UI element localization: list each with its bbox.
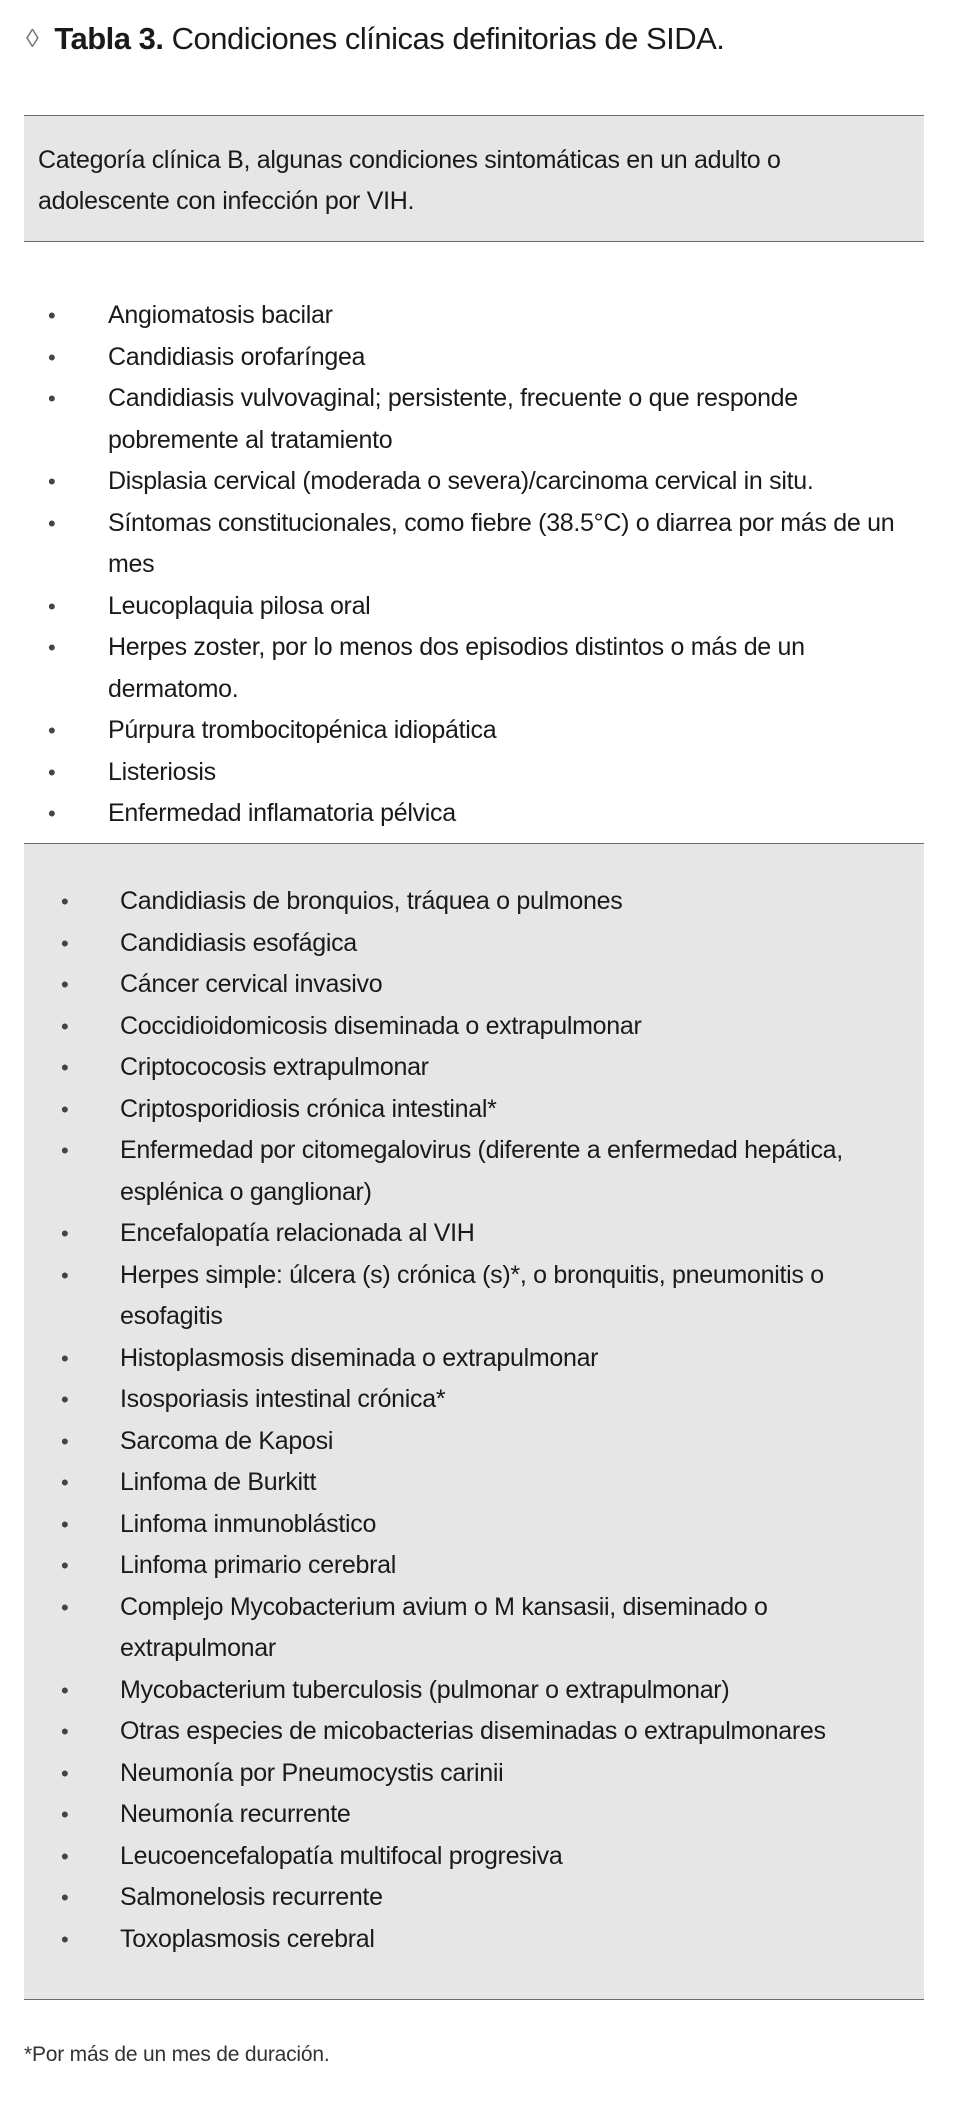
list-item-text: Linfoma inmunoblástico [120,1509,377,1538]
list-item-text: Candidiasis orofaríngea [108,342,366,371]
list-item [24,1047,924,1089]
bullet-icon: • [61,1594,69,1620]
bullet-icon: • [61,1096,69,1122]
list-item [24,1545,924,1587]
bullet-icon: • [61,1428,69,1454]
list-item [24,586,924,628]
list-item-text: Linfoma de Burkitt [120,1468,317,1496]
category-c-section [24,843,924,2000]
list-item [24,1711,924,1753]
list-item [24,1877,924,1919]
bullet-icon: • [61,930,69,956]
category-b-header [24,115,924,242]
list-item [24,1670,924,1712]
list-item-text: Cáncer cervical invasivo [120,970,383,998]
bullet-icon: • [61,1345,69,1371]
list-item-text: Enfermedad inflamatoria pélvica [108,799,456,827]
bullet-icon: • [61,1138,69,1163]
list-item-text: Angiomatosis bacilar [108,301,333,329]
bullet-icon: • [61,1387,69,1412]
list-item-text: Enfermedad por citomegalovirus (diferente a enfermedad hepática, esplénica o ganglionar) [120,1136,843,1206]
list-item-text: Púrpura trombocitopénica idiopática [108,716,497,744]
list-item [24,378,924,461]
bullet-icon: • [61,1470,69,1495]
list-item-text: Leucoencefalopatía multifocal progresiva [120,1841,563,1870]
bullet-icon: • [48,635,56,660]
bullet-icon: • [61,972,69,997]
bullet-icon: • [61,889,69,914]
bullet-icon: • [48,386,56,411]
bullet-icon: • [61,1843,69,1869]
list-item [24,1213,924,1255]
list-item [24,1379,924,1421]
list-item-text: Criptosporidiosis crónica intestinal* [120,1094,497,1123]
list-item [24,923,924,965]
list-item-text: Candidiasis vulvovaginal; persistente, frecuente o que responde pobremente al tratamiento [108,384,798,454]
bullet-icon: • [48,801,56,826]
bullet-icon: • [61,1760,69,1786]
list-item [24,337,924,379]
list-item [24,1753,924,1795]
bullet-icon: • [61,1677,69,1703]
list-item [24,710,924,752]
list-item-text: Otras especies de micobacterias diseminadas o extrapulmonares [120,1717,826,1745]
bullet-icon: • [48,718,56,743]
diamond-icon: ◊ [26,23,39,53]
list-item [24,1338,924,1380]
list-item-text: Neumonía por Pneumocystis carinii [120,1758,504,1787]
list-item-text: Listeriosis [108,757,216,786]
table-label: Tabla 3. [54,21,164,56]
list-item [24,752,924,794]
bullet-icon: • [48,510,56,536]
list-item [24,1255,924,1338]
list-item-text: Isosporiasis intestinal crónica* [120,1385,446,1413]
list-item-text: Encefalopatía relacionada al VIH [120,1219,475,1247]
list-item [24,295,924,337]
bullet-icon: • [48,303,56,328]
list-item-text: Complejo Mycobacterium avium o M kansasii, diseminado o extrapulmonar [120,1592,768,1662]
list-item-text: Candidiasis de bronquios, tráquea o pulmones [120,887,623,915]
bullet-icon: • [48,759,56,785]
list-item [24,1006,924,1048]
table-title [26,18,724,59]
list-item-text: Síntomas constitucionales, como fiebre (38.5°C) o diarrea por más de un mes [108,508,895,578]
list-item-text: Herpes zoster, por lo menos dos episodios distintos o más de un dermatomo. [108,633,805,703]
list-item-text: Candidiasis esofágica [120,928,357,957]
category-c-list [24,881,924,1960]
category-b-list [24,295,924,876]
footnote: *Por más de un mes de duración. [24,2043,330,2066]
list-item-text: Herpes simple: úlcera (s) crónica (s)*, o bronquitis, pneumonitis o esofagitis [120,1260,824,1330]
list-item-text: Mycobacterium tuberculosis (pulmonar o extrapulmonar) [120,1675,730,1704]
list-item [24,793,924,835]
table-caption: Condiciones clínicas definitorias de SIDA. [171,21,725,56]
list-item [24,1794,924,1836]
list-item [24,1421,924,1463]
bullet-icon: • [61,1719,69,1744]
list-item-text: Leucoplaquia pilosa oral [108,591,371,620]
bullet-icon: • [61,1262,69,1288]
list-item [24,1919,924,1961]
bullet-icon: • [61,1802,69,1827]
list-item [24,964,924,1006]
list-item [24,503,924,586]
list-item [24,1504,924,1546]
list-item [24,1462,924,1504]
bullet-icon: • [61,1013,69,1039]
bullet-icon: • [61,1885,69,1910]
list-item-text: Displasia cervical (moderada o severa)/carcinoma cervical in situ. [108,467,814,495]
list-item-text: Toxoplasmosis cerebral [120,1924,375,1953]
bullet-icon: • [61,1055,69,1080]
list-item [24,1587,924,1670]
list-item-text: Salmonelosis recurrente [120,1883,383,1911]
list-item-text: Sarcoma de Kaposi [120,1426,334,1455]
list-item [24,1130,924,1213]
bullet-icon: • [48,593,56,619]
bullet-icon: • [61,1221,69,1246]
list-item-text: Linfoma primario cerebral [120,1551,396,1579]
category-b-header-text: Categoría clínica B, algunas condiciones sintomáticas en un adulto o adolescente con infección por VIH. [38,146,781,215]
list-item [24,1089,924,1131]
bullet-icon: • [61,1926,69,1952]
bullet-icon: • [61,1511,69,1537]
bullet-icon: • [61,1553,69,1578]
list-item-text: Neumonía recurrente [120,1800,351,1828]
list-item [24,461,924,503]
bullet-icon: • [48,344,56,370]
list-item-text: Coccidioidomicosis diseminada o extrapulmonar [120,1011,642,1040]
list-item [24,627,924,710]
list-item [24,1836,924,1878]
list-item [24,881,924,923]
bullet-icon: • [48,469,56,494]
list-item-text: Criptococosis extrapulmonar [120,1053,429,1081]
list-item-text: Histoplasmosis diseminada o extrapulmonar [120,1343,599,1372]
